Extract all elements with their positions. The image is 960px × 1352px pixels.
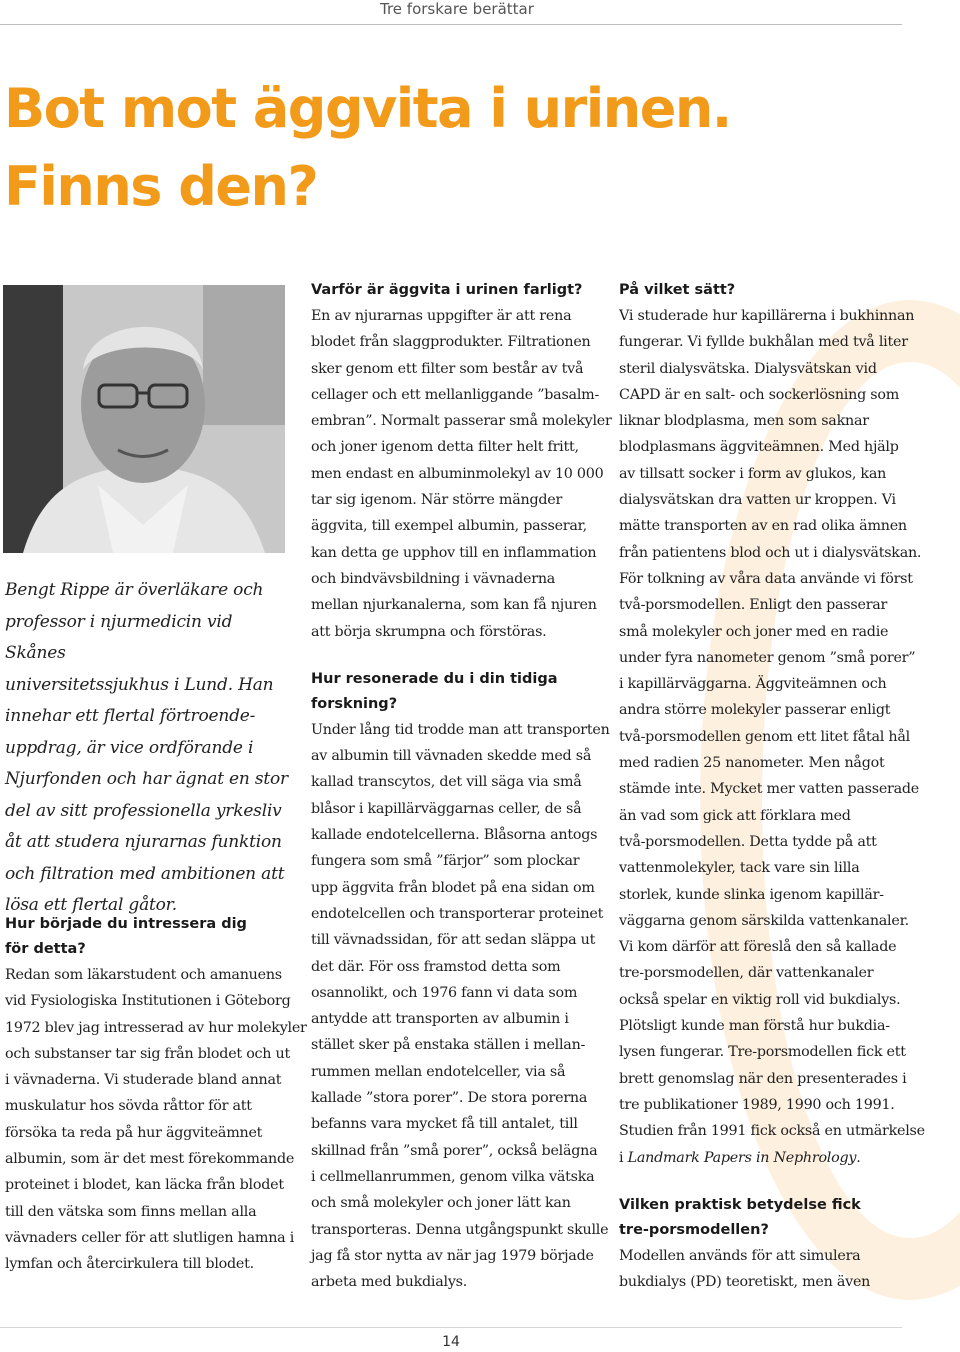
title-line-1: Bot mot äggvita i urinen. [4,77,731,140]
body-line: Plötsligt kunde man förstå hur bukdia- [619,1018,890,1035]
body-line: tre publikationer 1989, 1990 och 1991. [619,1096,895,1113]
body-line: sker genom ett filter som består av två [311,360,584,377]
body-line: och substanser tar sig från blodet och ut [5,1045,291,1062]
question-heading [311,667,601,717]
body-line: kallade endotelcellerna. Blåsorna antogs [311,827,598,844]
title-line-2: Finns den? [4,155,318,218]
heading-line: för detta? [5,941,86,957]
body-line: dialysvätskan dra vatten ur kroppen. Vi [619,492,896,509]
body-line: storlek, kunde slinka igenom kapillär- [619,886,884,903]
body-line: 1972 blev jag intresserad av hur molekyler [5,1019,307,1036]
body-line: kan detta ge upphov till en inflammation [311,544,597,561]
body-line: Vi kom därför att föreslå den så kallade [619,939,897,956]
citation-suffix: . [856,1149,861,1166]
column-3 [619,278,925,1295]
body-line: mellan njurkanalerna, som kan få njuren [311,597,597,614]
body-line: För tolkning av våra data använde vi först [619,570,913,587]
running-head: Tre forskare berättar [380,0,534,18]
body-line: muskulatur hos sövda råttor för att [5,1098,252,1115]
portrait-photo [3,285,285,553]
header-rule [0,24,902,25]
body-line: En av njurarnas uppgifter är att rena [311,308,572,324]
body-line: men endast en albuminmolekyl av 10 000 [311,465,604,482]
intro-line: del av sitt professionella yrkesliv [5,800,282,821]
body-line: Vi studerade hur kapillärerna i bukhinnan [619,308,915,324]
answer-paragraph [619,1243,911,1296]
citation-title: Landmark Papers in Nephrology [627,1149,857,1166]
answer-paragraph [311,717,610,1296]
body-line: brett genomslag när den presenterades i [619,1070,907,1087]
body-line: endotelcellen och transporterar proteinet [311,905,604,922]
body-line: cellager och ett mellanliggande ”basalm- [311,386,600,403]
body-line: kallad transcytos, det vill säga via små [311,774,582,791]
body-line: blodet från slaggprodukter. Filtrationen [311,334,591,351]
body-line: också spelar en viktig roll vid bukdialys. [619,991,901,1008]
body-line: Studien från 1991 fick också en utmärkelse [619,1123,925,1140]
body-line: bukdialys (PD) teoretiskt, men även [619,1274,871,1291]
body-line: befanns vara mycket få till antalet, till [311,1116,578,1133]
body-line: än vad som gick att förklara med [619,807,851,824]
heading-line: tre-porsmodellen? [619,1221,769,1238]
heading-line: Varför är äggvita i urinen farligt? [311,282,583,298]
body-line: i vävnaderna. Vi studerade bland annat [5,1072,282,1089]
body-line: i kapillärväggarna. Äggviteämnen och [619,676,887,693]
body-line: proteinet i blodet, kan läcka från blodet [5,1177,284,1194]
body-line: albumin, som är det mest förekommande [5,1151,295,1168]
body-line: i cellmellanrummen, genom vilka vätska [311,1168,595,1185]
body-line: skillnad från ”små porer”, också belägna [311,1142,598,1159]
body-line: steril dialysvätska. Dialysvätskan vid [619,360,877,377]
portrait-illustration [3,285,285,553]
body-line: lymfan och återcirkulera till blodet. [5,1256,254,1273]
column-1 [5,912,307,1278]
body-line: och små molekyler och joner lätt kan [311,1195,571,1212]
body-line: antydde att transporten av albumin i [311,1011,569,1028]
heading-line: forskning? [311,695,398,712]
heading-line: På vilket sätt? [619,282,736,298]
intro-line: professor i njurmedicin vid Skånes [5,611,233,663]
column-2 [311,278,612,1295]
body-line: liknar blodplasma, men som saknar [619,413,869,430]
body-line: embran”. Normalt passerar små molekyler [311,413,612,430]
body-line: Redan som läkarstudent och amanuens [5,967,282,983]
body-line: små molekyler och joner med en radie [619,623,889,640]
body-line: väggarna genom särskilda vattenkanaler. [619,912,909,929]
body-line: och bindvävsbildning i vävnaderna [311,570,556,587]
body-line: Modellen används för att simulera [619,1247,861,1264]
body-line: av tillsatt socker i form av glukos, kan [619,465,887,482]
intro-line: lösa ett flertal gåtor. [5,895,177,915]
question-heading [311,278,601,303]
body-line: två-porsmodellen. Detta tydde på att [619,833,877,850]
body-line: fungera som små ”färjor” som plockar [311,853,580,870]
body-line: lysen fungerar. Tre-porsmodellen fick ett [619,1044,906,1061]
intro-line: Njurfonden och har ägnat en stor [5,769,288,789]
body-line: från patientens blod och ut i dialysvätskan. [619,544,922,561]
intro-line: universitetssjukhus i Lund. Han [5,674,274,695]
body-line: osannolikt, och 1976 fann vi data som [311,984,578,1001]
footer-rule [0,1327,902,1328]
body-line: tar sig igenom. När större mängder [311,492,563,509]
body-line-citation [619,1145,911,1171]
heading-line: Hur började du intressera dig [5,916,247,932]
body-line: till vävnadssidan, för att sedan släppa ut [311,932,596,949]
intro-line: Bengt Rippe är överläkare och [5,580,264,600]
heading-line: Vilken praktisk betydelse fick [619,1196,861,1213]
body-line: Under lång tid trodde man att transporten [311,721,610,738]
intro-line: innehar ett flertal förtroende- [5,706,256,726]
body-line: vävnaders celler för att slutligen hamna i [5,1229,295,1246]
question-heading [619,1193,911,1243]
body-line: transporteras. Denna utgångspunkt skulle [311,1221,609,1238]
body-line: till den vätska som finns mellan alla [5,1203,257,1220]
question-heading [5,912,297,962]
body-line: mätte transporten av en rad olika ämnen [619,518,907,535]
body-line: upp äggvita från blodet på ena sidan om [311,879,595,896]
intro-line: och filtration med ambitionen att [5,863,285,884]
answer-paragraph [5,962,307,1278]
body-line: tre-porsmodellen, där vattenkanaler [619,965,874,982]
page-number: 14 [442,1334,460,1350]
heading-line: Hur resonerade du i din tidiga [311,670,558,687]
body-line: det där. För oss framstod detta som [311,958,561,975]
body-line: kallade ”stora porer”. De stora porerna [311,1090,588,1107]
answer-paragraph [311,303,612,645]
body-line: att börja skrumpna och förstöras. [311,623,547,640]
body-line: blodplasmans äggviteämnen. Med hjälp [619,439,899,456]
body-line: äggvita, till exempel albumin, passerar, [311,518,587,535]
body-line: stämde inte. Mycket mer vatten passerade [619,781,920,798]
body-line: och joner igenom detta filter helt fritt, [311,439,579,456]
body-line: med radien 25 nanometer. Men något [619,755,885,772]
intro-line: åt att studera njurarnas funktion [5,832,282,852]
body-line: arbeta med bukdialys. [311,1274,468,1291]
intro-line: uppdrag, är vice ordförande i [5,737,254,758]
question-heading [619,278,911,303]
body-line: CAPD är en salt- och sockerlösning som [619,386,900,403]
body-line: av albumin till vävnaden skedde med så [311,748,592,765]
body-line: försöka ta reda på hur äggviteämnet [5,1124,263,1141]
body-line: jag få stor nytta av när jag 1979 började [311,1247,594,1264]
body-line: fungerar. Vi fyllde bukhålan med två liter [619,334,908,351]
page-title [4,70,884,226]
answer-paragraph [619,303,925,1171]
body-line: rummen mellan endotelceller, via så [311,1063,566,1080]
body-line: blåsor i kapillärväggarnas celler, de så [311,800,582,817]
body-line: vid Fysiologiska Institutionen i Göteborg [5,993,291,1010]
body-line: andra större molekyler passerar enligt [619,702,891,719]
body-line: vattenmolekyler, tack vare sin lilla [619,860,860,877]
body-line: två-porsmodellen genom ett litet fåtal hål [619,728,910,745]
citation-prefix: i [619,1149,628,1166]
body-line: två-porsmodellen. Enligt den passerar [619,597,888,614]
body-line: under fyra nanometer genom ”små porer” [619,649,916,666]
intro-text [5,575,295,922]
body-line: stället sker på enstaka ställen i mellan- [311,1037,586,1054]
